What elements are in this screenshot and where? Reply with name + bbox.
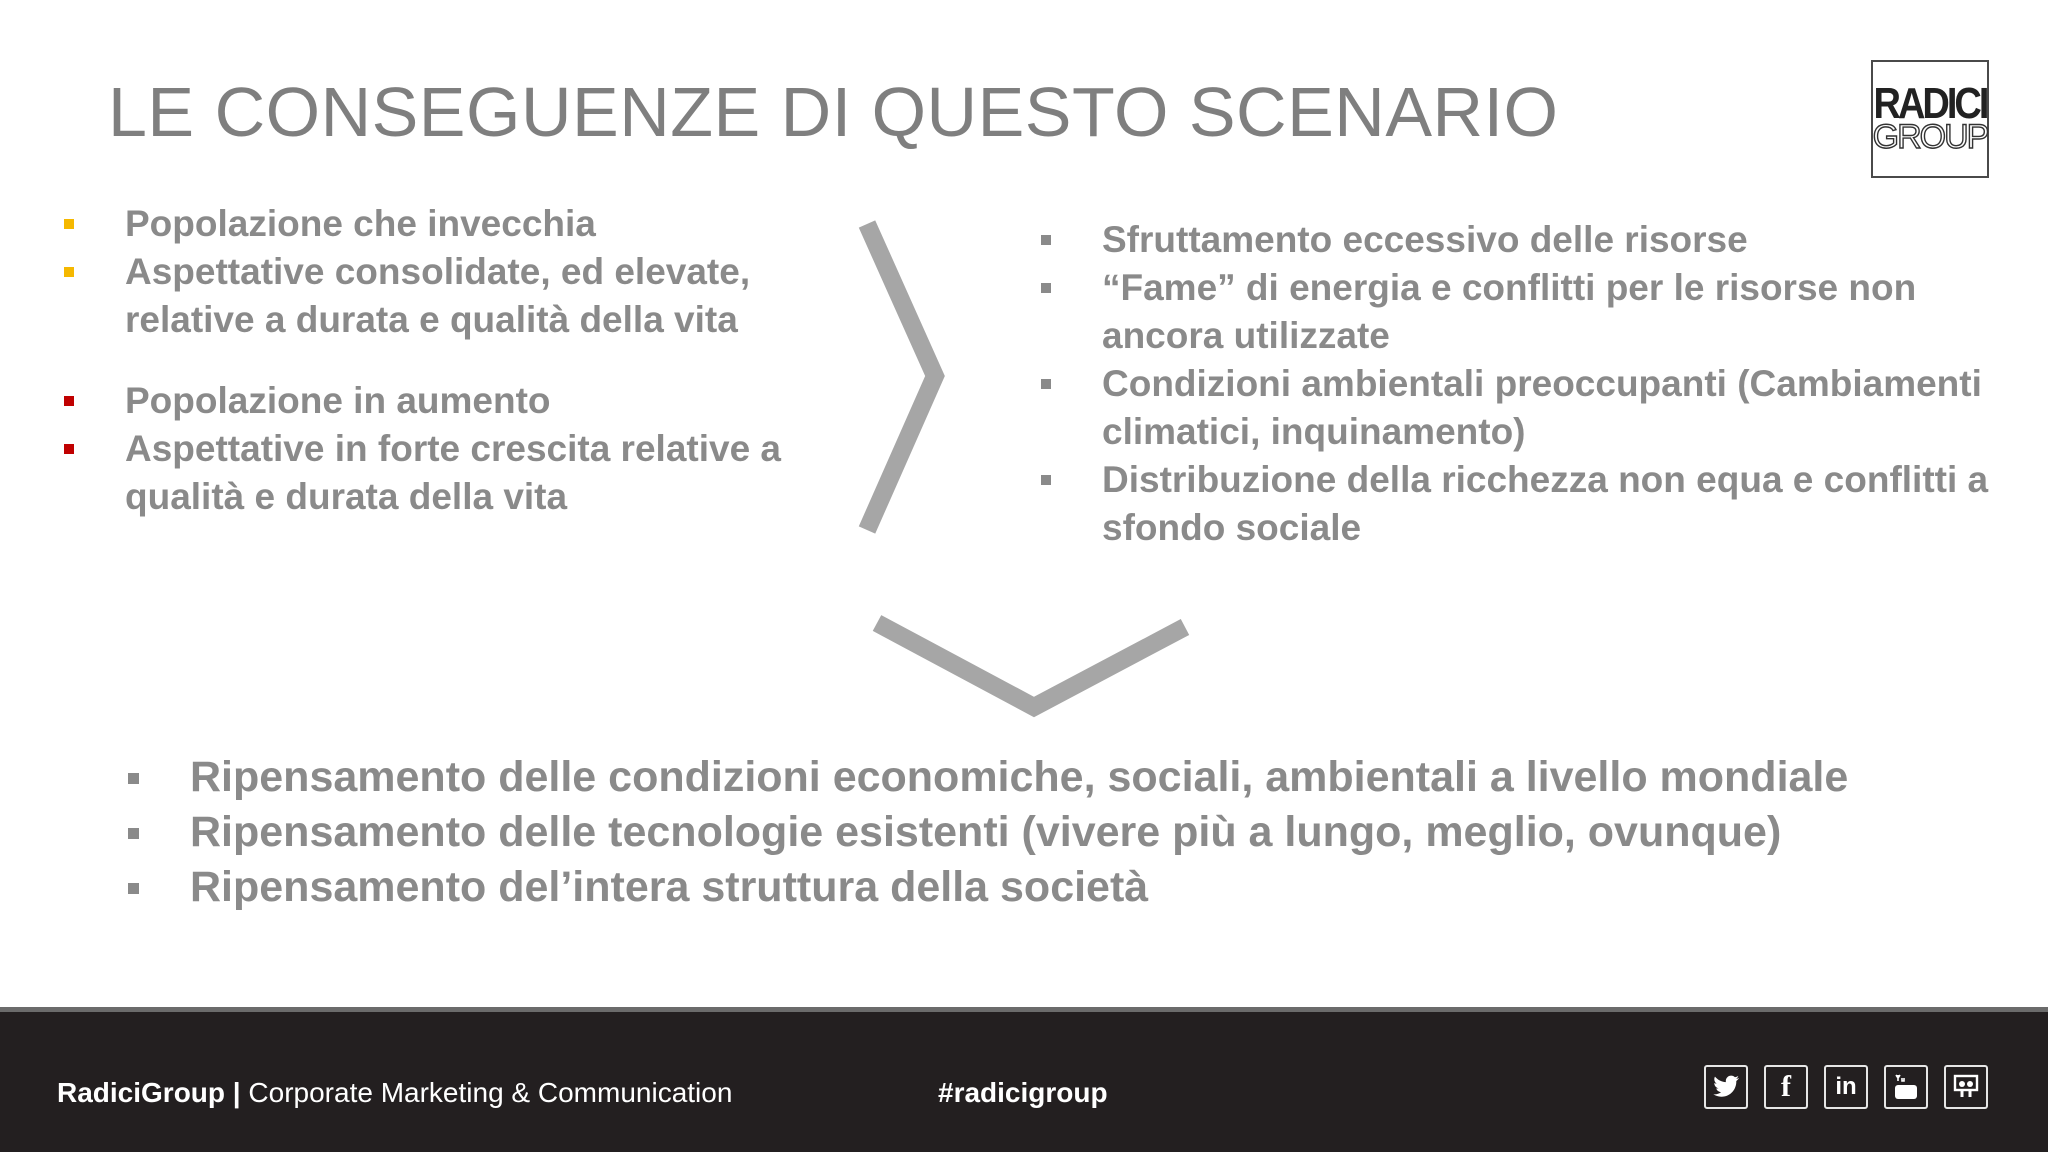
list-item [1040, 216, 2040, 264]
list-item-text: Ripensamento delle tecnologie esistenti (vivere più a lungo, meglio, ovunque) [190, 808, 1782, 856]
list-item-text: Condizioni ambientali preoccupanti (Cambiamenti climatici, inquinamento) [1102, 363, 1982, 452]
social-icons [1704, 1065, 1988, 1109]
linkedin-icon[interactable]: in [1824, 1065, 1868, 1109]
brand-name: RadiciGroup | [57, 1077, 241, 1108]
square-bullet-icon [128, 883, 139, 894]
list-item [64, 200, 824, 248]
list-item [64, 248, 824, 344]
logo-line-1: RADICI [1873, 79, 1987, 129]
list-item-text: Ripensamento del’intera struttura della società [190, 863, 1149, 911]
chevron-right-icon [850, 218, 960, 538]
radici-group-logo [1871, 60, 1989, 178]
list-item-text: Aspettative consolidate, ed elevate, relative a durata e qualità della vita [125, 251, 751, 340]
list-item [64, 425, 824, 521]
list-item-text: Sfruttamento eccessivo delle risorse [1102, 219, 1748, 260]
square-bullet-icon [1041, 235, 1051, 245]
list-item [128, 860, 2028, 915]
list-item [128, 805, 2028, 860]
list-item-text: Popolazione che invecchia [125, 203, 596, 244]
red-square-bullet-icon [64, 396, 74, 406]
brand-department: Corporate Marketing & Communication [240, 1077, 733, 1108]
list-item [128, 750, 2028, 805]
slide-title: LE CONSEGUENZE DI QUESTO SCENARIO [108, 73, 1559, 151]
youtube-icon[interactable] [1884, 1065, 1928, 1109]
list-item-text: “Fame” di energia e conflitti per le risorse non ancora utilizzate [1102, 267, 1917, 356]
chevron-down-icon [870, 612, 1192, 722]
list-item [1040, 360, 2040, 456]
right-list [1040, 216, 2040, 552]
left-list [64, 200, 824, 521]
facebook-icon[interactable]: f [1764, 1065, 1808, 1109]
list-item-text: Ripensamento delle condizioni economiche, sociali, ambientali a livello mondiale [190, 753, 1849, 801]
square-bullet-icon [1041, 475, 1051, 485]
list-item-text: Distribuzione della ricchezza non equa e conflitti a sfondo sociale [1102, 459, 1989, 548]
footer-brand [57, 1077, 732, 1109]
bottom-list [128, 750, 2028, 915]
square-bullet-icon [128, 773, 139, 784]
square-bullet-icon [128, 828, 139, 839]
yellow-square-bullet-icon [64, 219, 74, 229]
slideshare-icon[interactable] [1944, 1065, 1988, 1109]
square-bullet-icon [1041, 283, 1051, 293]
yellow-square-bullet-icon [64, 267, 74, 277]
twitter-icon[interactable] [1704, 1065, 1748, 1109]
list-item [1040, 456, 2040, 552]
list-item-text: Popolazione in aumento [125, 380, 551, 421]
square-bullet-icon [1041, 379, 1051, 389]
logo-line-2: GROUP [1872, 118, 1988, 156]
footer-hashtag[interactable]: #radicigroup [938, 1077, 1108, 1108]
list-item [1040, 264, 2040, 360]
footer [0, 1007, 2048, 1152]
list-item-text: Aspettative in forte crescita relative a qualità e durata della vita [125, 428, 782, 517]
red-square-bullet-icon [64, 444, 74, 454]
list-item [64, 377, 824, 425]
